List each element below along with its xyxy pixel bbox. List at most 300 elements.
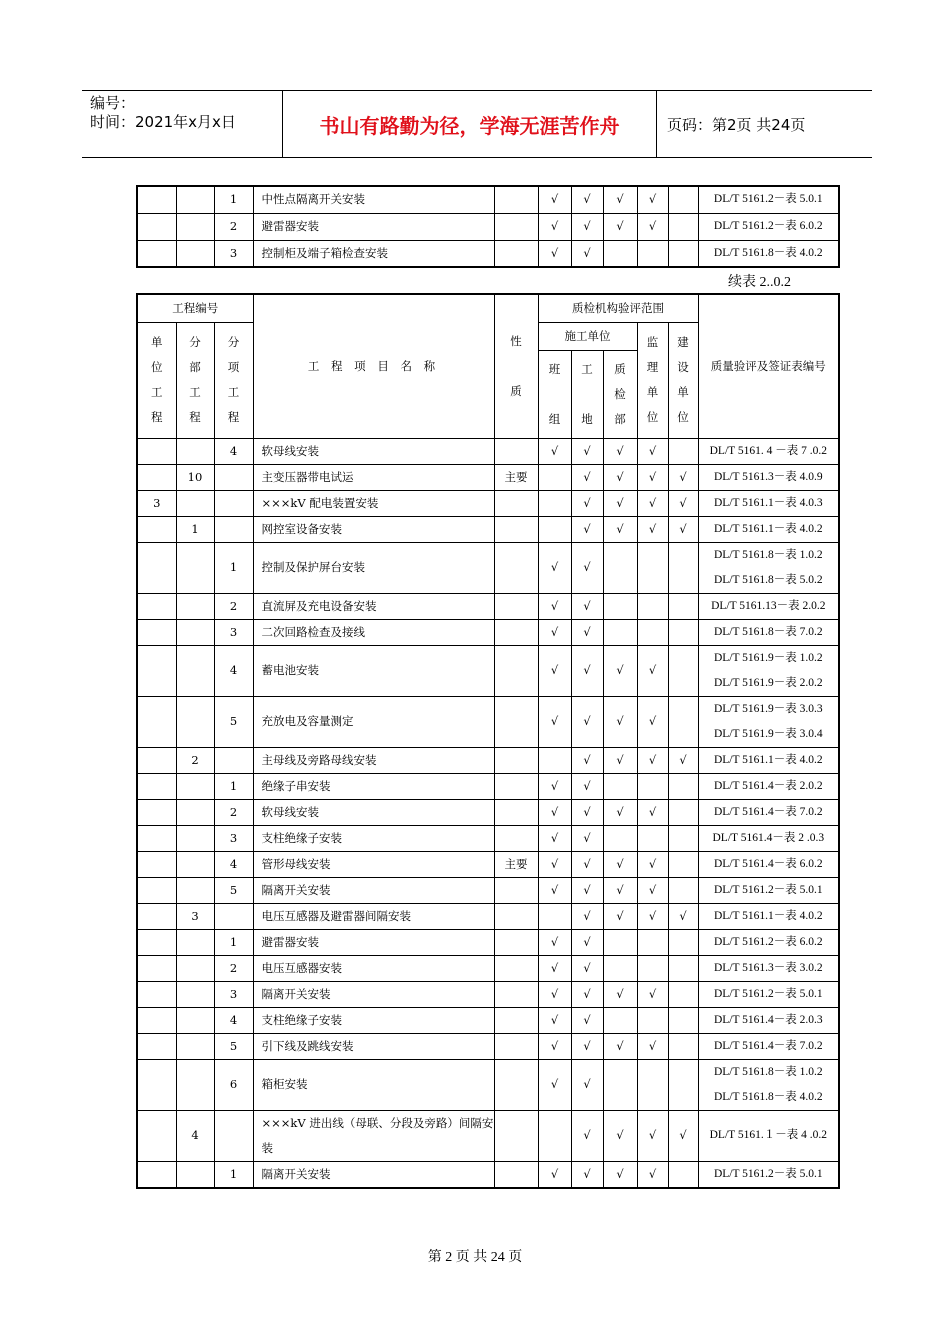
nature <box>494 186 538 213</box>
builder-check <box>668 825 698 851</box>
item-no: 3 <box>214 825 253 851</box>
branch-no <box>176 542 214 593</box>
table-row <box>137 240 839 267</box>
unit-no <box>137 1033 176 1059</box>
branch-no <box>176 851 214 877</box>
builder-check: √ <box>668 464 698 490</box>
branch-no <box>176 619 214 645</box>
header-project-name: 工 程 项 目 名 称 <box>253 294 494 438</box>
site-check: √ <box>571 929 603 955</box>
supervision-check: √ <box>637 903 668 929</box>
table-row <box>137 1161 839 1188</box>
project-name: 管形母线安装 <box>253 851 494 877</box>
branch-no <box>176 240 214 267</box>
header-builder: 建 设 单 位 <box>668 322 698 438</box>
item-no: 2 <box>214 213 253 240</box>
form-ref <box>698 851 839 877</box>
unit-no <box>137 240 176 267</box>
table-row <box>137 981 839 1007</box>
header-nature: 性 质 <box>494 294 538 438</box>
project-name: 引下线及跳线安装 <box>253 1033 494 1059</box>
form-ref-line: DL/T 5161.8－表 7.0.2 <box>713 625 823 638</box>
builder-check <box>668 240 698 267</box>
branch-no <box>176 645 214 696</box>
form-ref <box>698 981 839 1007</box>
header-qc-dept: 质 检 部 <box>603 350 637 438</box>
form-ref <box>698 825 839 851</box>
nature <box>494 903 538 929</box>
header-team: 班 组 <box>538 350 571 438</box>
project-name: 绝缘子串安装 <box>253 773 494 799</box>
header-branch: 分 部 工 程 <box>176 322 214 438</box>
item-no: 3 <box>214 619 253 645</box>
builder-check <box>668 619 698 645</box>
builder-check <box>668 929 698 955</box>
table-row <box>137 1007 839 1033</box>
table-row <box>137 213 839 240</box>
form-ref <box>698 1033 839 1059</box>
form-ref <box>698 542 839 593</box>
qc-check <box>603 825 637 851</box>
form-ref-line: DL/T 5161.4－表 7.0.2 <box>713 1039 823 1052</box>
form-ref <box>698 877 839 903</box>
header-motto: 书山有路勤为径，学海无涯苦作舟 <box>283 91 657 158</box>
supervision-check: √ <box>637 213 668 240</box>
site-check: √ <box>571 438 603 464</box>
site-check: √ <box>571 516 603 542</box>
builder-check <box>668 645 698 696</box>
table-row <box>137 1059 839 1110</box>
team-check <box>538 1110 571 1161</box>
table-row <box>137 1110 839 1161</box>
builder-check <box>668 799 698 825</box>
nature <box>494 929 538 955</box>
continued-label: 续表 2..0.2 <box>728 275 791 290</box>
nature <box>494 747 538 773</box>
qc-check: √ <box>603 516 637 542</box>
qc-check <box>603 1007 637 1033</box>
supervision-check: √ <box>637 981 668 1007</box>
item-no: 1 <box>214 929 253 955</box>
project-name: 支柱绝缘子安装 <box>253 1007 494 1033</box>
table-row <box>137 955 839 981</box>
team-check: √ <box>538 593 571 619</box>
qc-check <box>603 955 637 981</box>
builder-check <box>668 542 698 593</box>
project-name: 箱柜安装 <box>253 1059 494 1110</box>
table-row <box>137 542 839 593</box>
supervision-check: √ <box>637 799 668 825</box>
item-no: 1 <box>214 542 253 593</box>
team-check <box>538 464 571 490</box>
form-ref-line: DL/T 5161.2－表 5.0.1 <box>713 987 823 1000</box>
qc-check: √ <box>603 877 637 903</box>
qc-check: √ <box>603 851 637 877</box>
site-check: √ <box>571 240 603 267</box>
qc-check <box>603 619 637 645</box>
unit-no <box>137 1110 176 1161</box>
unit-no <box>137 542 176 593</box>
unit-no <box>137 851 176 877</box>
supervision-check <box>637 1059 668 1110</box>
item-no: 2 <box>214 955 253 981</box>
table-row <box>137 773 839 799</box>
item-no <box>214 747 253 773</box>
form-ref-line: DL/T 5161.13－表 2.0.2 <box>711 599 826 612</box>
top-table <box>136 185 840 268</box>
header-construction-unit: 施工单位 <box>538 322 637 350</box>
branch-no <box>176 490 214 516</box>
form-ref-line: DL/T 5161.3－表 4.0.9 <box>713 470 823 483</box>
site-check: √ <box>571 593 603 619</box>
project-name: 网控室设备安装 <box>253 516 494 542</box>
builder-check <box>668 186 698 213</box>
site-check: √ <box>571 773 603 799</box>
builder-check <box>668 213 698 240</box>
builder-check: √ <box>668 747 698 773</box>
item-no: 3 <box>214 240 253 267</box>
form-ref-line: DL/T 5161.9－表 1.0.2 <box>713 651 823 664</box>
nature <box>494 799 538 825</box>
unit-no <box>137 619 176 645</box>
site-check: √ <box>571 1033 603 1059</box>
unit-no <box>137 213 176 240</box>
branch-no <box>176 825 214 851</box>
form-ref-line: DL/T 5161.１－表 4 .0.2 <box>709 1129 827 1141</box>
team-check <box>538 903 571 929</box>
nature <box>494 773 538 799</box>
item-no: 1 <box>214 773 253 799</box>
nature <box>494 438 538 464</box>
table-row <box>137 799 839 825</box>
team-check: √ <box>538 1007 571 1033</box>
project-name: 电压互感器安装 <box>253 955 494 981</box>
site-check: √ <box>571 542 603 593</box>
table-row <box>137 851 839 877</box>
unit-no <box>137 1007 176 1033</box>
site-check: √ <box>571 696 603 747</box>
unit-no <box>137 464 176 490</box>
branch-no <box>176 799 214 825</box>
supervision-check <box>637 542 668 593</box>
item-no <box>214 490 253 516</box>
branch-no <box>176 1161 214 1188</box>
team-check: √ <box>538 619 571 645</box>
builder-check <box>668 593 698 619</box>
qc-check <box>603 1059 637 1110</box>
project-name: 隔离开关安装 <box>253 877 494 903</box>
page-footer: 第 2 页 共 24 页 <box>427 1250 523 1265</box>
branch-no <box>176 877 214 903</box>
builder-check: √ <box>668 1110 698 1161</box>
form-ref-line: DL/T 5161.8－表 4.0.2 <box>713 246 823 259</box>
site-check: √ <box>571 799 603 825</box>
nature <box>494 619 538 645</box>
qc-check: √ <box>603 903 637 929</box>
nature <box>494 1007 538 1033</box>
qc-check: √ <box>603 799 637 825</box>
form-ref <box>698 593 839 619</box>
table-row <box>137 438 839 464</box>
qc-check <box>603 593 637 619</box>
builder-check <box>668 1007 698 1033</box>
form-ref <box>698 516 839 542</box>
project-name: ×××kV 进出线（母联、分段及旁路）间隔安装 <box>253 1110 494 1161</box>
item-no <box>214 464 253 490</box>
supervision-check <box>637 773 668 799</box>
unit-no <box>137 955 176 981</box>
form-ref <box>698 1110 839 1161</box>
unit-no <box>137 593 176 619</box>
supervision-check: √ <box>637 851 668 877</box>
site-check: √ <box>571 955 603 981</box>
supervision-check: √ <box>637 186 668 213</box>
form-ref-line: DL/T 5161.2－表 5.0.1 <box>713 1167 823 1180</box>
supervision-check: √ <box>637 877 668 903</box>
branch-no: 10 <box>176 464 214 490</box>
builder-check <box>668 1033 698 1059</box>
supervision-check: √ <box>637 1033 668 1059</box>
branch-no <box>176 773 214 799</box>
project-name: 隔离开关安装 <box>253 1161 494 1188</box>
site-check: √ <box>571 877 603 903</box>
form-ref-line: DL/T 5161.1－表 4.0.2 <box>713 909 823 922</box>
builder-check <box>668 851 698 877</box>
site-check: √ <box>571 464 603 490</box>
site-check: √ <box>571 1110 603 1161</box>
form-ref-line: DL/T 5161.9－表 2.0.2 <box>713 676 823 689</box>
branch-no: 3 <box>176 903 214 929</box>
unit-no <box>137 903 176 929</box>
project-name: 主变压器带电试运 <box>253 464 494 490</box>
nature <box>494 877 538 903</box>
qc-check: √ <box>603 747 637 773</box>
team-check: √ <box>538 929 571 955</box>
table-row <box>137 619 839 645</box>
form-ref <box>698 240 839 267</box>
table-row <box>137 903 839 929</box>
item-no: 4 <box>214 851 253 877</box>
supervision-check: √ <box>637 1110 668 1161</box>
team-check: √ <box>538 773 571 799</box>
nature <box>494 593 538 619</box>
branch-no <box>176 696 214 747</box>
branch-no <box>176 955 214 981</box>
supervision-check: √ <box>637 645 668 696</box>
nature <box>494 1033 538 1059</box>
site-check: √ <box>571 1007 603 1033</box>
form-ref-line: DL/T 5161. 4 －表 7 .0.2 <box>709 444 827 457</box>
branch-no <box>176 213 214 240</box>
unit-no <box>137 773 176 799</box>
site-check: √ <box>571 619 603 645</box>
header-site: 工 地 <box>571 350 603 438</box>
form-ref <box>698 799 839 825</box>
table-row <box>137 747 839 773</box>
branch-no: 2 <box>176 747 214 773</box>
form-ref <box>698 438 839 464</box>
main-table <box>136 293 840 1189</box>
supervision-check: √ <box>637 1161 668 1188</box>
builder-check <box>668 955 698 981</box>
time-label: 时间：2021年x月x日 <box>90 113 236 131</box>
item-no: 6 <box>214 1059 253 1110</box>
site-check: √ <box>571 851 603 877</box>
nature <box>494 516 538 542</box>
header-project-no: 工程编号 <box>137 294 253 322</box>
team-check: √ <box>538 186 571 213</box>
supervision-check <box>637 955 668 981</box>
team-check <box>538 490 571 516</box>
unit-no <box>137 799 176 825</box>
site-check: √ <box>571 903 603 929</box>
supervision-check: √ <box>637 438 668 464</box>
branch-no <box>176 1007 214 1033</box>
qc-check: √ <box>603 464 637 490</box>
form-ref <box>698 903 839 929</box>
item-no: 4 <box>214 645 253 696</box>
item-no: 5 <box>214 696 253 747</box>
qc-check: √ <box>603 186 637 213</box>
table-row <box>137 516 839 542</box>
unit-no <box>137 516 176 542</box>
nature <box>494 1059 538 1110</box>
form-ref-line: DL/T 5161.9－表 3.0.4 <box>713 727 823 740</box>
form-ref <box>698 1161 839 1188</box>
team-check: √ <box>538 645 571 696</box>
table-row <box>137 877 839 903</box>
qc-check <box>603 929 637 955</box>
form-ref <box>698 929 839 955</box>
builder-check: √ <box>668 516 698 542</box>
form-ref <box>698 645 839 696</box>
team-check: √ <box>538 981 571 1007</box>
project-name: 软母线安装 <box>253 438 494 464</box>
site-check: √ <box>571 981 603 1007</box>
project-name: 充放电及容量测定 <box>253 696 494 747</box>
project-name: 直流屏及充电设备安装 <box>253 593 494 619</box>
project-name: ×××kV 配电装置安装 <box>253 490 494 516</box>
form-ref-line: DL/T 5161.2－表 5.0.1 <box>713 193 823 206</box>
site-check: √ <box>571 186 603 213</box>
site-check: √ <box>571 213 603 240</box>
form-ref-line: DL/T 5161.4－表 2 .0.3 <box>712 831 825 844</box>
nature <box>494 1110 538 1161</box>
table-row <box>137 645 839 696</box>
unit-no <box>137 877 176 903</box>
form-ref-line: DL/T 5161.4－表 6.0.2 <box>713 857 823 870</box>
builder-check <box>668 438 698 464</box>
supervision-check: √ <box>637 464 668 490</box>
unit-no <box>137 1161 176 1188</box>
nature <box>494 981 538 1007</box>
table-row <box>137 464 839 490</box>
project-name: 蓄电池安装 <box>253 645 494 696</box>
form-ref-line: DL/T 5161.8－表 5.0.2 <box>713 573 823 586</box>
header-form-no: 质量验评及签证表编号 <box>698 294 839 438</box>
team-check: √ <box>538 1059 571 1110</box>
branch-no <box>176 186 214 213</box>
unit-no <box>137 645 176 696</box>
supervision-check: √ <box>637 516 668 542</box>
item-no: 4 <box>214 1007 253 1033</box>
unit-no <box>137 1059 176 1110</box>
project-name: 隔离开关安装 <box>253 981 494 1007</box>
unit-no <box>137 186 176 213</box>
builder-check <box>668 773 698 799</box>
form-ref-line: DL/T 5161.8－表 1.0.2 <box>713 548 823 561</box>
project-name: 避雷器安装 <box>253 929 494 955</box>
header-unit: 单 位 工 程 <box>137 322 176 438</box>
header-page-info: 页码：第2页 共24页 <box>667 116 806 134</box>
project-name: 支柱绝缘子安装 <box>253 825 494 851</box>
header-meta <box>82 91 283 158</box>
nature <box>494 645 538 696</box>
branch-no <box>176 438 214 464</box>
code-label: 编号： <box>90 94 136 112</box>
branch-no <box>176 593 214 619</box>
nature <box>494 213 538 240</box>
item-no: 5 <box>214 1033 253 1059</box>
form-ref-line: DL/T 5161.8－表 4.0.2 <box>713 1090 823 1103</box>
team-check: √ <box>538 438 571 464</box>
branch-no: 1 <box>176 516 214 542</box>
item-no: 2 <box>214 799 253 825</box>
form-ref-line: DL/T 5161.2－表 6.0.2 <box>713 935 823 948</box>
form-ref <box>698 213 839 240</box>
qc-check: √ <box>603 981 637 1007</box>
header-item: 分 项 工 程 <box>214 322 253 438</box>
page-header <box>82 90 872 158</box>
team-check: √ <box>538 955 571 981</box>
site-check: √ <box>571 747 603 773</box>
form-ref-line: DL/T 5161.1－表 4.0.2 <box>713 522 823 535</box>
builder-check <box>668 981 698 1007</box>
header-supervision: 监 理 单 位 <box>637 322 668 438</box>
team-check: √ <box>538 1161 571 1188</box>
team-check <box>538 747 571 773</box>
project-name: 控制及保护屏台安装 <box>253 542 494 593</box>
form-ref <box>698 747 839 773</box>
nature <box>494 696 538 747</box>
project-name: 中性点隔离开关安装 <box>253 186 494 213</box>
builder-check <box>668 1059 698 1110</box>
form-ref <box>698 490 839 516</box>
qc-check: √ <box>603 213 637 240</box>
form-ref <box>698 773 839 799</box>
supervision-check <box>637 593 668 619</box>
qc-check: √ <box>603 438 637 464</box>
item-no <box>214 516 253 542</box>
item-no: 5 <box>214 877 253 903</box>
item-no: 3 <box>214 981 253 1007</box>
form-ref <box>698 1059 839 1110</box>
supervision-check: √ <box>637 696 668 747</box>
project-name: 控制柜及端子箱检查安装 <box>253 240 494 267</box>
project-name: 主母线及旁路母线安装 <box>253 747 494 773</box>
site-check: √ <box>571 645 603 696</box>
unit-no <box>137 981 176 1007</box>
header-inspection-scope: 质检机构验评范围 <box>538 294 698 322</box>
form-ref-line: DL/T 5161.8－表 1.0.2 <box>713 1065 823 1078</box>
nature <box>494 240 538 267</box>
unit-no <box>137 438 176 464</box>
site-check: √ <box>571 825 603 851</box>
team-check <box>538 516 571 542</box>
form-ref-line: DL/T 5161.9－表 3.0.3 <box>713 702 823 715</box>
nature <box>494 955 538 981</box>
form-ref <box>698 1007 839 1033</box>
